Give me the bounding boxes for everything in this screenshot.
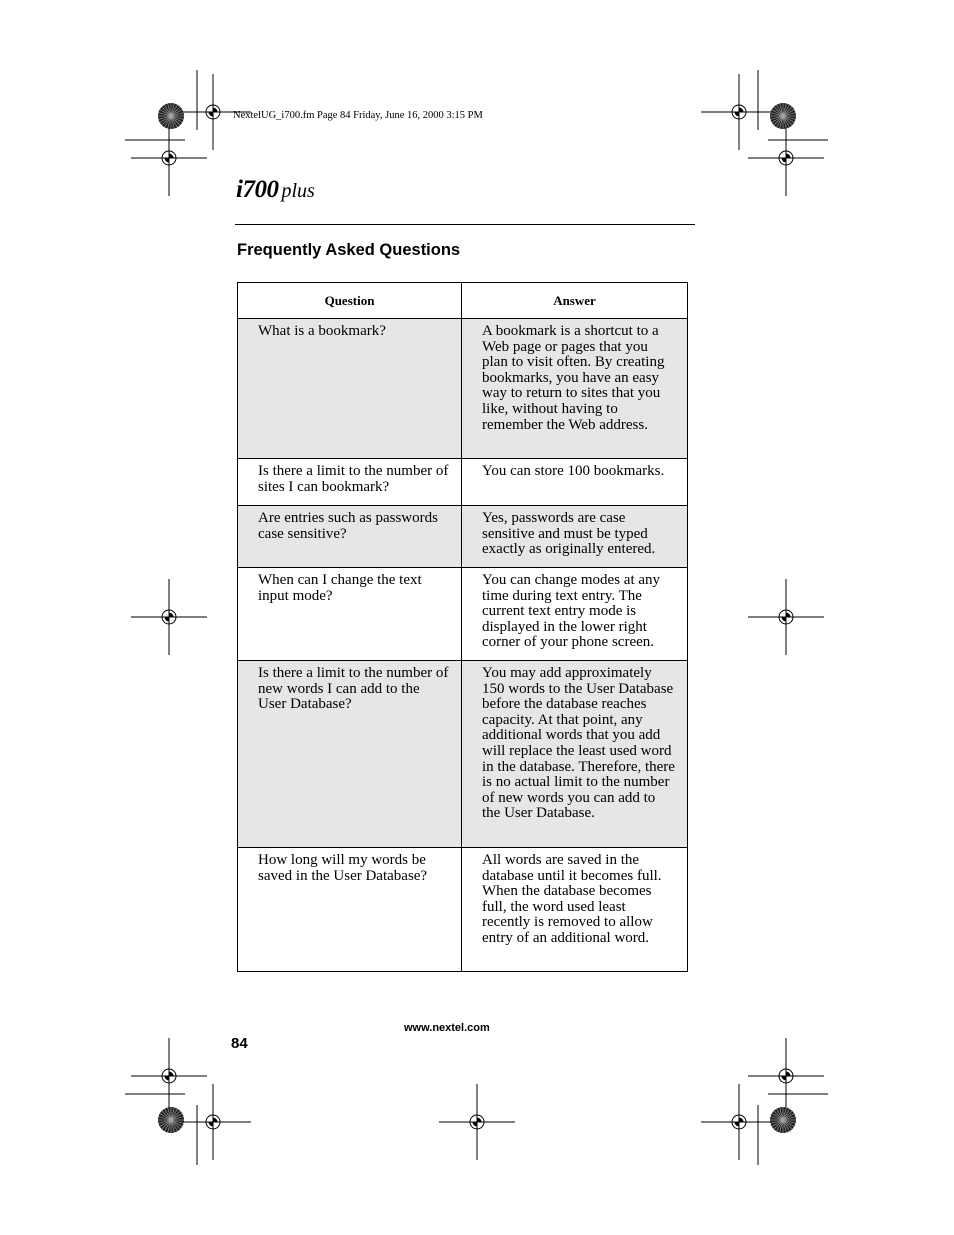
faq-header-row	[238, 283, 688, 319]
faq-answer: You may add approximately 150 words to the User Database before the database reaches capacity. At that point, any additional words that you add will replace the least used word in the database. Therefore, there is no actual limit to the number of new words you can add to the User Database.	[462, 661, 688, 848]
faq-question: What is a bookmark?	[238, 319, 462, 459]
registration-target	[131, 120, 207, 196]
starburst-target	[158, 1107, 184, 1133]
registration-target	[748, 579, 824, 655]
faq-row	[238, 848, 688, 972]
section-heading: Frequently Asked Questions	[237, 241, 461, 259]
faq-row	[238, 568, 688, 661]
registration-target	[748, 120, 824, 196]
registration-target	[701, 1084, 777, 1160]
product-logo	[236, 176, 315, 204]
faq-row	[238, 506, 688, 568]
registration-target	[748, 1038, 824, 1114]
faq-answer: You can store 100 bookmarks.	[462, 459, 688, 506]
starburst-target	[770, 103, 796, 129]
faq-row	[238, 661, 688, 848]
logo-suffix: plus	[281, 180, 315, 202]
question-column-header: Question	[238, 283, 462, 319]
registration-target	[439, 1084, 515, 1160]
registration-target	[175, 1084, 251, 1160]
registration-target	[131, 579, 207, 655]
page-number: 84	[231, 1035, 248, 1052]
faq-question: Is there a limit to the number of sites I can bookmark?	[238, 459, 462, 506]
logo-model: i700	[236, 176, 279, 203]
answer-column-header: Answer	[462, 283, 688, 319]
faq-row	[238, 319, 688, 459]
starburst-target	[158, 103, 184, 129]
starburst-target	[770, 1107, 796, 1133]
faq-question: Is there a limit to the number of new words I can add to the User Database?	[238, 661, 462, 848]
faq-table	[237, 282, 688, 972]
print-slug: NextelUG_i700.fm Page 84 Friday, June 16, 2000 3:15 PM	[233, 110, 483, 121]
footer-url: www.nextel.com	[404, 1022, 490, 1034]
registration-target	[701, 74, 777, 150]
faq-question: How long will my words be saved in the User Database?	[238, 848, 462, 972]
faq-answer: You can change modes at any time during text entry. The current text entry mode is displayed in the lower right corner of your phone screen.	[462, 568, 688, 661]
faq-answer: A bookmark is a shortcut to a Web page or pages that you plan to visit often. By creating bookmarks, you have an easy way to return to sites that you like, without having to remember the Web address.	[462, 319, 688, 459]
faq-answer: All words are saved in the database until it becomes full. When the database becomes full, the word used least recently is removed to allow entry of an additional word.	[462, 848, 688, 972]
faq-question: When can I change the text input mode?	[238, 568, 462, 661]
registration-target	[131, 1038, 207, 1114]
faq-answer: Yes, passwords are case sensitive and must be typed exactly as originally entered.	[462, 506, 688, 568]
faq-question: Are entries such as passwords case sensitive?	[238, 506, 462, 568]
faq-row	[238, 459, 688, 506]
header-rule	[235, 224, 695, 225]
